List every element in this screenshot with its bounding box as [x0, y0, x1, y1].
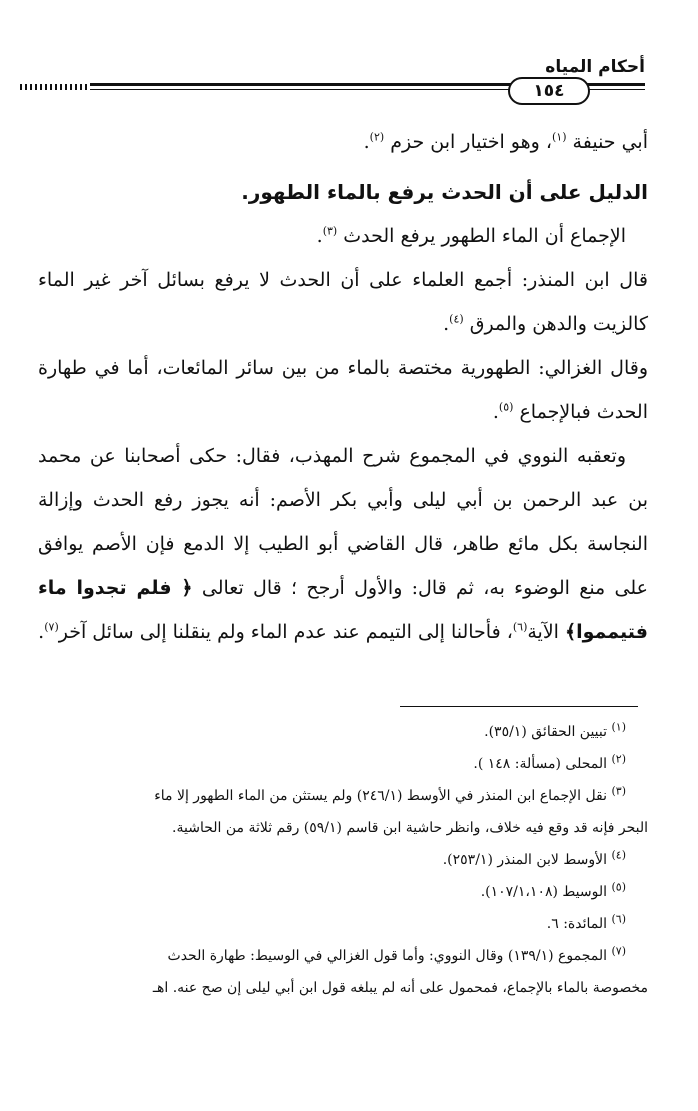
footnote-text: الوسيط (١٠٧/١،١٠٨).: [480, 884, 608, 900]
footnote-number: (١): [611, 720, 626, 734]
p2-end: .: [316, 225, 323, 247]
p3-text: قال ابن المنذر: أجمع العلماء على أن الحدث لا يرفع بسائل آخر غير الماء كالزيت والدهن والمرق: [38, 269, 648, 335]
footnote-2: [38, 748, 648, 780]
footnote-number: (٥): [611, 880, 626, 894]
footnote-text: تبيين الحقائق (٣٥/١).: [484, 724, 608, 740]
paragraph-3: [38, 258, 648, 346]
footnote-5: [38, 876, 648, 908]
footnote-ref-3: (٣): [322, 224, 338, 238]
p1-mid: ، وهو اختيار ابن حزم: [390, 131, 552, 153]
footnote-7: [38, 940, 648, 972]
paragraph-5: [38, 434, 648, 654]
footnote-text: المحلى (مسألة: ١٤٨ ).: [473, 756, 608, 772]
footnote-7-continued: مخصوصة بالماء بالإجماع، فمحمول على أنه لم يبلغه قول ابن أبي ليلى إن صح عنه. اهـ: [152, 980, 648, 996]
footnote-number: (٤): [611, 848, 626, 862]
running-title: أحكام المياه: [545, 57, 645, 77]
footnote-ref-1: (١): [551, 130, 567, 144]
footnote-number: (٦): [611, 912, 626, 926]
p4-end: .: [492, 401, 499, 423]
footnote-3: [38, 780, 648, 812]
footnote-text: الأوسط لابن المنذر (٢٥٣/١).: [442, 852, 608, 868]
main-text: [38, 120, 648, 654]
page-number: ١٥٤: [508, 77, 590, 105]
p5-rest: ، فأحالنا إلى التيمم عند عدم الماء ولم ينقلنا إلى سائل آخر: [58, 621, 513, 643]
paragraph-4: [38, 346, 648, 434]
p3-end: .: [443, 313, 450, 335]
footnote-text: المجموع (١٣٩/١) وقال النووي: وأما قول الغزالي في الوسيط: طهارة الحدث: [167, 948, 608, 964]
p1-end: .: [363, 131, 370, 153]
p2-text: الإجماع أن الماء الطهور يرفع الحدث: [343, 225, 626, 247]
p5-end: .: [38, 621, 45, 643]
footnote-ref-5: (٥): [498, 400, 514, 414]
p5-text: وتعقبه النووي في المجموع شرح المهذب، فقال: حكى أصحابنا عن محمد بن عبد الرحمن بن أبي ليلى وأبي بكر الأصم: أنه يجوز رفع الحدث وإزالة النجاسة بكل مائع طاهر، قال القاضي أبو الطيب إلا الدمع فإن الأصم يوافق على منع الوضوء به، ثم قال: والأول أرجح ؛ قال تعالى: [38, 445, 648, 599]
footnote-separator: [400, 706, 638, 707]
footnotes: [38, 716, 648, 1004]
footnote-number: (٢): [611, 752, 626, 766]
footnote-ref-4: (٤): [449, 312, 464, 326]
p5-after: الآية: [527, 621, 565, 643]
footnote-ref-7: (٧): [44, 620, 59, 634]
quran-quote: ﴿ فلم تجدوا ماء فتيمموا﴾: [38, 577, 648, 643]
footnote-4: [38, 844, 648, 876]
footnote-6: [38, 908, 648, 940]
running-header: [20, 55, 645, 105]
footnote-ref-2: (٢): [369, 130, 385, 144]
header-rule-dotted: [20, 84, 90, 90]
footnote-3-continued: البحر فإنه قد وقع فيه خلاف، وانظر حاشية ابن قاسم (٥٩/١) رقم ثلاثة من الحاشية.: [172, 820, 648, 836]
footnote-number: (٧): [611, 944, 626, 958]
footnote-ref-6: (٦): [512, 620, 528, 634]
footnote-text: نقل الإجماع ابن المنذر في الأوسط (٢٤٦/١) ولم يستثن من الماء الطهور إلا ماء: [154, 788, 608, 804]
footnote-1: [38, 716, 648, 748]
footnote-number: (٣): [611, 784, 626, 798]
section-heading: الدليل على أن الحدث يرفع بالماء الطهور.: [241, 180, 648, 204]
p4-text: وقال الغزالي: الطهورية مختصة بالماء من بين سائر المائعات، أما في طهارة الحدث فبالإجماع: [38, 357, 648, 423]
p1-text: أبي حنيفة: [572, 131, 648, 153]
footnote-text: المائدة: ٦.: [546, 916, 608, 932]
paragraph-1: [38, 120, 648, 164]
paragraph-2: [38, 214, 648, 258]
